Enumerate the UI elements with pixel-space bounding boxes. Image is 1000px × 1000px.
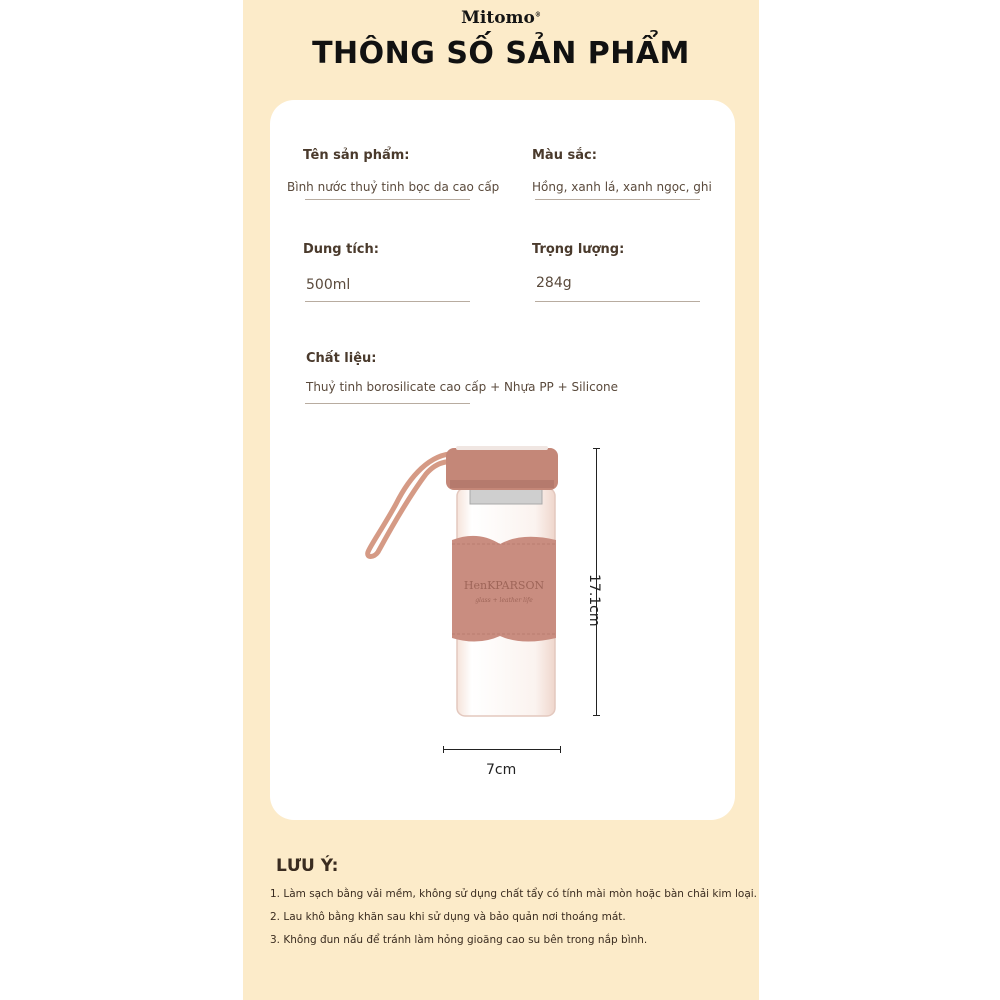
weight-label: Trọng lượng: xyxy=(532,242,625,257)
steel-filter xyxy=(470,488,542,504)
weight-value: 284g xyxy=(536,275,572,291)
product-name-underline xyxy=(305,199,470,200)
sleeve-tagline: glass + leather life xyxy=(475,597,533,604)
product-name-value: Bình nước thuỷ tinh bọc da cao cấp xyxy=(287,180,500,194)
note-item: 1. Làm sạch bằng vải mềm, không sử dụng chất tẩy có tính mài mòn hoặc bàn chải kim loại. xyxy=(270,888,758,900)
capacity-underline xyxy=(305,301,470,302)
width-label: 7cm xyxy=(486,762,517,778)
page-title: THÔNG SỐ SẢN PHẨM xyxy=(312,36,690,71)
material-underline xyxy=(305,403,470,404)
capacity-value: 500ml xyxy=(306,277,351,293)
notes-list xyxy=(270,886,757,955)
note-item: 3. Không đun nấu để tránh làm hỏng gioăng cao su bên trong nắp bình. xyxy=(270,934,648,946)
notes-heading: LƯU Ý: xyxy=(276,856,339,876)
height-label: 17.1cm xyxy=(586,574,602,627)
weight-underline xyxy=(535,301,700,302)
brand-logo: Mitomo® xyxy=(461,8,541,28)
color-value: Hồng, xanh lá, xanh ngọc, ghi xyxy=(532,180,712,194)
bottle-image xyxy=(360,440,570,730)
material-label: Chất liệu: xyxy=(306,351,377,366)
color-label: Màu sắc: xyxy=(532,148,597,163)
product-name-label: Tên sản phẩm: xyxy=(303,148,410,163)
capacity-label: Dung tích: xyxy=(303,242,379,257)
width-dimension-line xyxy=(443,749,561,750)
note-item: 2. Lau khô bằng khăn sau khi sử dụng và bảo quản nơi thoáng mát. xyxy=(270,911,626,923)
sleeve-brand: HenKPARSON xyxy=(463,579,545,592)
material-value: Thuỷ tinh borosilicate cao cấp + Nhựa PP + Silicone xyxy=(306,380,619,394)
color-underline xyxy=(535,199,700,200)
